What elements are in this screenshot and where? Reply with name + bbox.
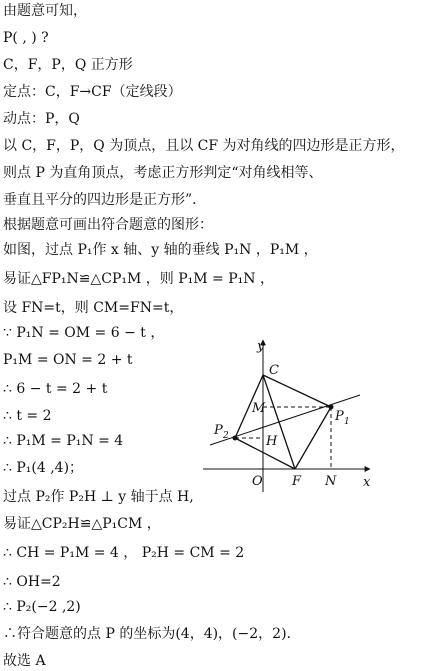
text-line-20: 易证△CP₂H≌△P₁CM ，	[3, 516, 161, 532]
label-y: y	[257, 339, 265, 354]
text-line-3: C，F，P，Q 正方形	[3, 57, 133, 73]
text-line-2: P( , ) ?	[3, 30, 49, 46]
label-p1-subscript: 1	[344, 417, 350, 427]
label-h: H	[266, 434, 278, 449]
text-line-10: 如图，过点 P₁作 x 轴、y 轴的垂线 P₁N ，P₁M ，	[3, 242, 318, 258]
label-p1: P	[335, 409, 344, 424]
label-n: N	[325, 474, 337, 489]
segment-cp1	[263, 375, 331, 407]
text-line-14: P₁M = ON = 2 + t	[3, 352, 133, 368]
text-line-19: 过点 P₂作 P₂H ⊥ y 轴于点 H,	[3, 489, 194, 505]
point-p1	[329, 405, 334, 410]
text-line-12: 设 FN=t，则 CM=FN=t，	[3, 300, 184, 316]
segment-p1f	[295, 407, 331, 469]
text-line-1: 由题意可知，	[3, 3, 87, 19]
point-p2	[233, 436, 238, 441]
text-line-18: ∴ P₁(4 ,4)；	[3, 460, 84, 476]
text-line-25: 故选 A	[3, 653, 46, 669]
label-p2-subscript: 2	[223, 431, 229, 441]
text-line-7: 则点 P 为直角顶点，考虑正方形判定“对角线相等、	[3, 165, 323, 181]
label-x: x	[363, 475, 371, 490]
text-line-13: ∵ P₁N = OM = 6 − t ，	[3, 325, 165, 341]
text-line-21: ∴ CH = P₁M = 4 ， P₂H = CM = 2	[3, 545, 245, 561]
text-line-9: 根据题意可画出符合题意的图形：	[3, 217, 213, 233]
text-line-16: ∴ t = 2	[3, 408, 52, 424]
label-m: M	[252, 401, 266, 416]
text-line-23: ∴ P₂(−2 ,2)	[3, 599, 81, 615]
text-line-4: 定点：C，F→CF（定线段）	[3, 84, 182, 100]
text-line-6: 以 C，F，P，Q 为顶点，且以 CF 为对角线的四边形是正方形，	[3, 138, 405, 154]
label-o: O	[252, 474, 263, 489]
text-line-8: 垂直且平分的四边形是正方形”．	[3, 192, 207, 208]
text-line-5: 动点：P，Q	[3, 111, 80, 127]
text-line-15: ∴ 6 − t = 2 + t	[3, 381, 108, 397]
geometry-figure	[195, 330, 375, 495]
label-p2: P	[214, 423, 223, 438]
text-line-11: 易证△FP₁N≌△CP₁M ，则 P₁M = P₁N ，	[3, 271, 274, 287]
label-f: F	[292, 474, 302, 489]
label-c: C	[269, 363, 279, 378]
text-line-22: ∴ OH=2	[3, 574, 61, 590]
text-line-24: ∴符合题意的点 P 的坐标为(4，4)，(−2，2).	[3, 626, 291, 642]
text-line-17: ∴ P₁M = P₁N = 4	[3, 433, 124, 449]
